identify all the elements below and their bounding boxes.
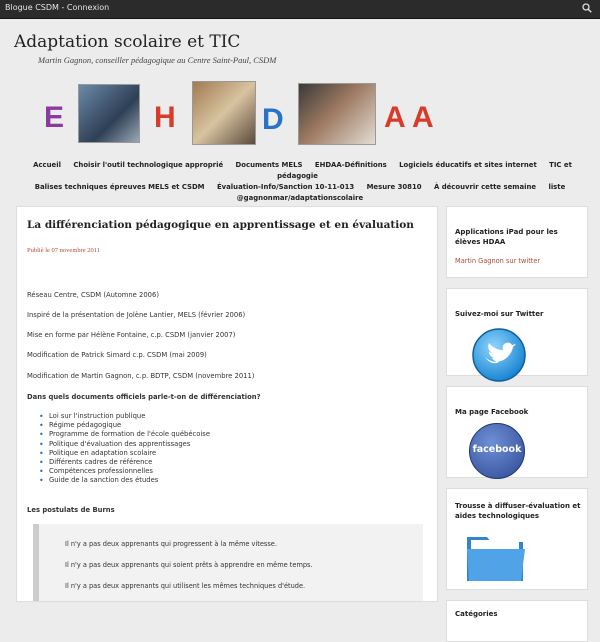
widget-trousse: [446, 488, 588, 590]
quote-line: Il n'y a pas deux apprenants qui soient prêts à apprendre en même temps.: [65, 561, 313, 569]
nav-item-accueil[interactable]: Accueil: [33, 161, 61, 169]
post-line: Réseau Centre, CSDM (Automne 2006): [27, 291, 159, 299]
widget-categories: [446, 600, 588, 642]
list-item: • Compétences professionnelles: [27, 467, 210, 476]
post-line: Modification de Martin Gagnon, c.p. BDTP, CSDM (novembre 2011): [27, 372, 255, 380]
list-item: • Différents cadres de référence: [27, 458, 210, 467]
blog-login-link[interactable]: Blogue CSDM - Connexion: [5, 3, 110, 12]
widget-facebook: [446, 386, 588, 478]
twitter-bird-icon[interactable]: [471, 327, 527, 383]
list-item: • Politique en adaptation scolaire: [27, 449, 210, 458]
page-container: [14, 24, 586, 618]
post-content: [16, 206, 438, 602]
header-banner[interactable]: [44, 79, 454, 154]
banner-photo-2: [192, 81, 256, 145]
docs-heading: Dans quels documents officiels parle-t-on de différenciation?: [27, 393, 261, 401]
burns-quote-block: [33, 524, 423, 601]
nav-item-liste[interactable]: liste: [548, 183, 566, 191]
quote-line: Il n'y a pas deux apprenants qui utilisent les mêmes techniques d'étude.: [65, 582, 306, 590]
widget-title: Catégories: [455, 610, 498, 618]
nav-item-decouvrir[interactable]: À découvrir cette semaine: [433, 183, 537, 191]
nav-item-tic[interactable]: TIC et pédagogie: [277, 161, 572, 180]
main-nav: [14, 160, 586, 204]
post-date[interactable]: Publié le 07 novembre 2011: [27, 247, 101, 254]
post-line: Mise en forme par Hélène Fontaine, c.p. CSDM (janvier 2007): [27, 331, 236, 339]
quote-line: Il n'y a pas deux apprenants qui progressent à la même vitesse.: [65, 540, 277, 548]
list-item: • Programme de formation de l'école québécoise: [27, 430, 210, 439]
nav-item-gagnonmar[interactable]: @gagnonmar/adaptationscolaire: [236, 194, 364, 202]
widget-title: Applications iPad pour les élèves HDAA: [455, 228, 558, 246]
docs-list: [27, 412, 210, 486]
banner-letter-h: H: [154, 101, 176, 134]
widget-title: Trousse à diffuser-évaluation et aides technologiques: [455, 502, 581, 520]
top-bar: [0, 0, 600, 19]
sidebar: [446, 206, 586, 618]
twitter-text-link[interactable]: Martin Gagnon sur twitter: [455, 257, 541, 265]
list-item: • Régime pédagogique: [27, 421, 210, 430]
search-icon[interactable]: [582, 3, 592, 13]
postulats-heading: Les postulats de Burns: [27, 506, 115, 514]
post-line: Modification de Patrick Simard c.p. CSDM (mai 2009): [27, 351, 207, 359]
post-title[interactable]: La différenciation pédagogique en apprentissage et en évaluation: [27, 219, 414, 231]
list-item: • Politique d'évaluation des apprentissages: [27, 440, 210, 449]
facebook-icon-label: facebook: [472, 444, 522, 455]
list-item: • Guide de la sanction des études: [27, 476, 210, 485]
nav-item-evaluation[interactable]: Évaluation-Info/Sanction 10-11-013: [216, 183, 355, 191]
list-item: • Loi sur l'instruction publique: [27, 412, 210, 421]
banner-letter-e: E: [44, 101, 65, 134]
banner-photo-3: [298, 83, 376, 145]
nav-item-logiciels[interactable]: Logiciels éducatifs et sites internet: [399, 161, 537, 169]
nav-item-mesure[interactable]: Mesure 30810: [366, 183, 422, 191]
site-title[interactable]: Adaptation scolaire et TIC: [14, 32, 241, 52]
banner-letter-a2: A: [412, 101, 434, 134]
widget-twitter: [446, 288, 588, 376]
banner-letter-d: D: [262, 103, 284, 136]
folder-icon[interactable]: [465, 529, 527, 583]
widget-apps-ipad: [446, 206, 588, 278]
banner-letter-a1: A: [384, 101, 406, 134]
nav-item-documents-mels[interactable]: Documents MELS: [235, 161, 303, 169]
banner-photo-1: [78, 84, 140, 143]
post-line: Inspiré de la présentation de Jolène Lantier, MELS (février 2006): [27, 311, 246, 319]
nav-item-balises[interactable]: Balises techniques épreuves MELS et CSDM: [34, 183, 205, 191]
nav-item-outil[interactable]: Choisir l'outil technologique approprié: [73, 161, 224, 169]
widget-title: Suivez-moi sur Twitter: [455, 310, 544, 318]
widget-title: Ma page Facebook: [455, 408, 529, 416]
site-description: Martin Gagnon, conseiller pédagogique au Centre Saint-Paul, CSDM: [38, 55, 277, 65]
facebook-icon[interactable]: [469, 423, 525, 479]
nav-item-ehdaa[interactable]: EHDAA-Définitions: [314, 161, 387, 169]
